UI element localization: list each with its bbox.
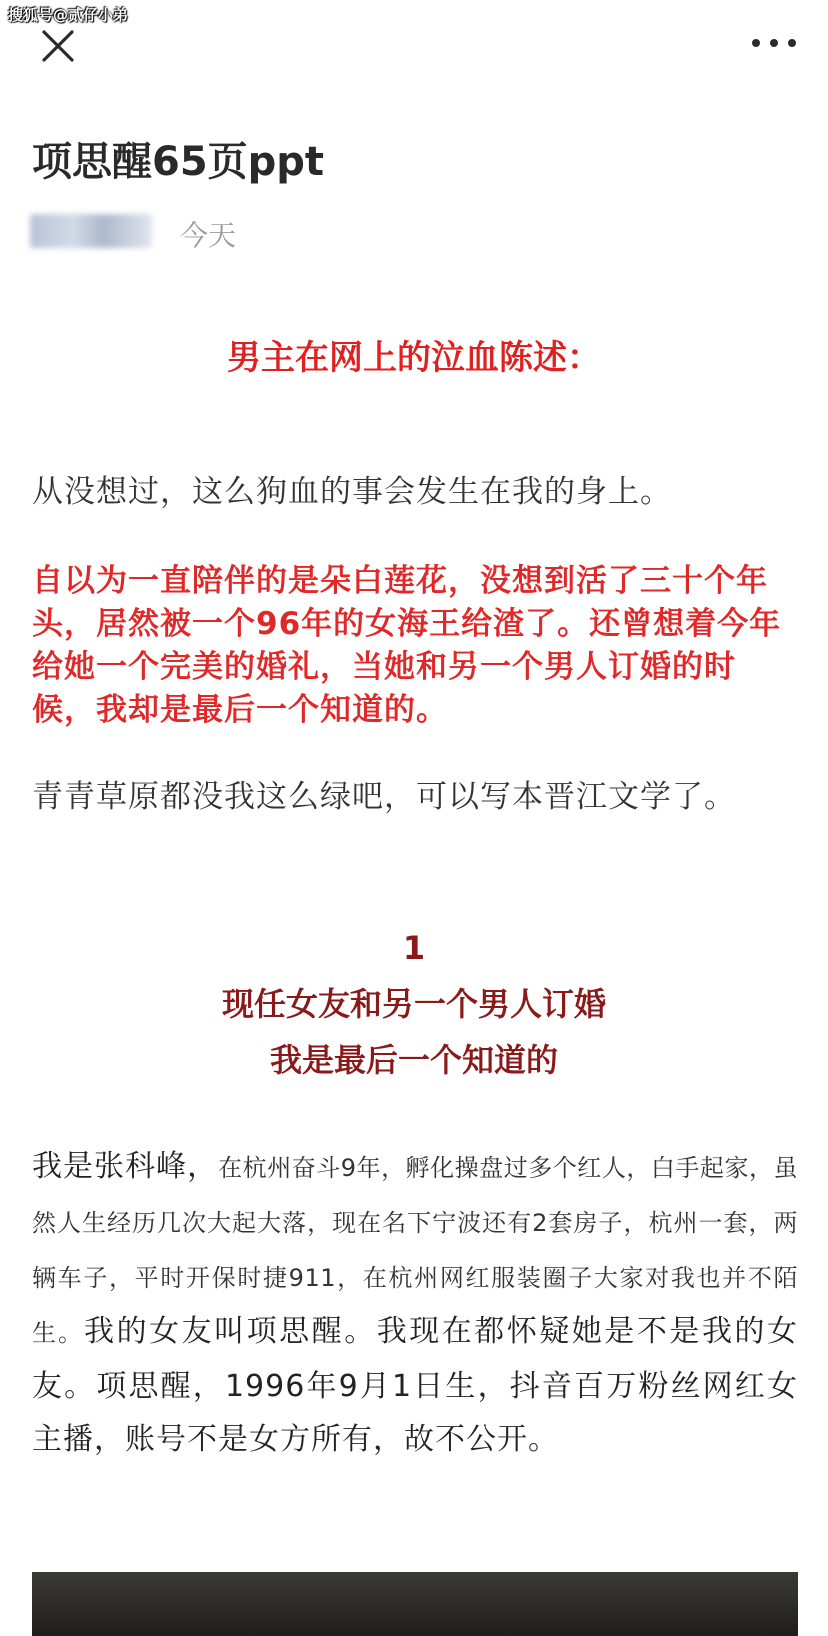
- article-title: 项思醒65页ppt: [32, 139, 325, 185]
- article-photo[interactable]: [32, 1572, 798, 1636]
- watermark: 搜狐号@贰仔小弟: [8, 6, 129, 24]
- publish-date: 今天: [180, 219, 237, 252]
- section-title-line1: 现任女友和另一个男人订婚: [221, 985, 606, 1023]
- section-number: 1: [402, 929, 426, 967]
- article-headline: 男主在网上的泣血陈述：: [227, 338, 601, 378]
- body-part-2: 在杭州奋斗9年，孵化操盘过多个红人，白手起家，虽然人生经历几次大起大落，现在名下宁波还有2套房子，杭州一套，两辆车子，平时开保时捷911，在杭州网红服装圈子大家对我也并不陌生。: [32, 1154, 798, 1347]
- more-icon-dot: [788, 39, 796, 47]
- close-icon: [38, 26, 78, 66]
- close-button[interactable]: [38, 26, 78, 66]
- body-part-1: 我是张科峰，: [32, 1149, 219, 1184]
- more-icon: [752, 39, 760, 47]
- section-title-line2: 我是最后一个知道的: [269, 1041, 558, 1079]
- paragraph-intro: 从没想过，这么狗血的事会发生在我的身上。: [32, 474, 672, 510]
- section-heading: [0, 920, 828, 1088]
- author-name-blurred[interactable]: [30, 214, 152, 248]
- body-part-3: 我的女友叫项思醒。我现在都怀疑她是不是我的女友。项思醒，1996年9月1日生，抖音百万粉丝网红女主播，账号不是女方所有，故不公开。: [32, 1314, 799, 1457]
- paragraph-green: 青青草原都没我这么绿吧，可以写本晋江文学了。: [32, 779, 736, 815]
- more-options-button[interactable]: [752, 30, 796, 56]
- paragraph-highlight: 自以为一直陪伴的是朵白莲花，没想到活了三十个年头，居然被一个96年的女海王给渣了。还曾想着今年给她一个完美的婚礼，当她和另一个男人订婚的时候，我却是最后一个知道的。: [32, 563, 782, 728]
- more-icon-dot: [770, 39, 778, 47]
- body-paragraph: [32, 1140, 798, 1466]
